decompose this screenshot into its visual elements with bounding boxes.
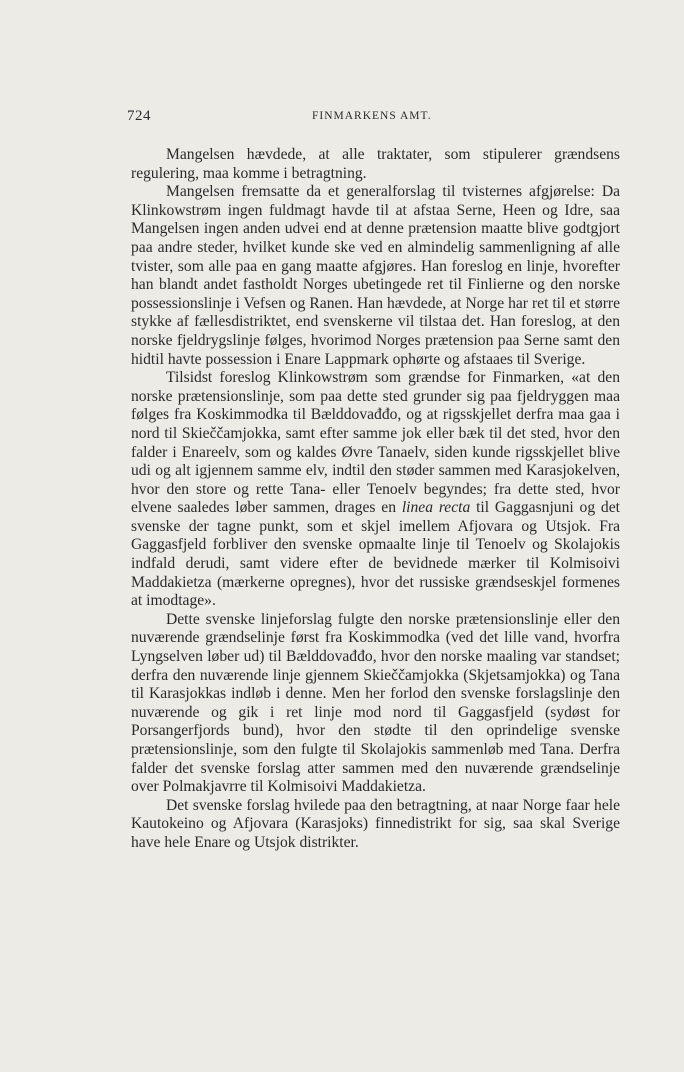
paragraph-3-end: til Gaggasnjuni og det svenske der tagne punkt, som et skjel imellem Afjovara og Utsjok. Fra Gaggasfjeld forbliver den svenske opmaalte linje til Tenoelv og Skolajokis indfald derudi, samt videre efter de bevidnede mærker til Kolmisoivi Maddakietza (mærkerne opregnes), hvor det russiske grændseskjel formenes at imodtage». <box>131 499 620 610</box>
paragraph-3 <box>131 369 620 611</box>
running-title: FINMARKENS AMT. <box>312 110 432 122</box>
paragraph-2: Mangelsen fremsatte da et generalforslag til tvisternes afgjørelse: Da Klinkowstrøm ingen fuldmagt havde til at afstaa Serne, Heen og Idre, saa Mangelsen ingen anden udvei end at denne prætension maatte blive godtgjort paa andre steder, hvilket kunde ske ved en almindelig sammenligning af alle tvister, som alle paa en gang maatte afgjøres. Han foreslog en linje, hvorefter han blandt andet fastholdt Norges ubetingede ret til Finlierne og den norske possessionslinje i Vefsen og Ranen. Han hævdede, at Norge har ret til et større stykke af fællesdistriktet, end svenskerne vil tilstaa det. Han foreslog, at den norske fjeldrygslinje følges, hvorimod Norges prætension paa Serne samt den hidtil havte possession i Enare Lappmark ophørte og afstaaes til Sverige. <box>131 183 620 368</box>
page-number: 724 <box>127 108 151 124</box>
page-header <box>127 108 561 128</box>
body-text <box>131 146 620 853</box>
paragraph-5: Det svenske forslag hvilede paa den betragtning, at naar Norge faar hele Kautokeino og Afjovara (Karasjoks) finnedistrikt for sig, saa skal Sverige have hele Enare og Utsjok distrikter. <box>131 796 620 851</box>
paragraph-3-start: Tilsidst foreslog Klinkowstrøm som grændse for Finmarken, «at den norske prætensionslinje, som paa dette sted grunder sig paa fjeldryggen maa følges fra Koskimmodka til Bælddovađđo, og at rigsskjellet derfra maa gaa i nord til Skieččamjokka, samt efter samme jok eller bæk til det sted, hvor den falder i Enareelv, som og kaldes Øvre Tanaelv, siden kunde rigsskjellet blive udi og alt igjennem samme elv, indtil den støder sammen med Karasjokelven, hvor den store og rette Tana- eller Tenoelv begyndes; fra dette sted, hvor elvene saaledes løber sammen, drages en <box>131 369 620 517</box>
paragraph-4: Dette svenske linjeforslag fulgte den norske prætensionslinje eller den nuværende grændselinje først fra Koskimmodka (ved det lille vand, hvorfra Lyngselven løber ud) til Bælddovađđo, hvor den norske maaling var standset; derfra den nuværende linje gjennem Skieččamjokka (Skjetsamjokka) og Tana til Karasjokkas indløb i denne. Men her forlod den svenske forslagslinje den nuværende og gik i ret linje mod nord til Gaggasfjeld (sydøst for Porsangerfjords bund), hvor den stødte til den oprindelige svenske prætensionslinje, som den fulgte til Skolajokis sammenløb med Tana. Derfra falder det svenske forslag atter sammen med den nuværende grændselinje over Polmakjavrre til Kolmisoivi Maddakietza. <box>131 610 620 796</box>
paragraph-1: Mangelsen hævdede, at alle traktater, som stipulerer grændsens regulering, maa komme i betragtning. <box>131 146 620 182</box>
linea-recta-italic: linea recta <box>401 499 471 517</box>
